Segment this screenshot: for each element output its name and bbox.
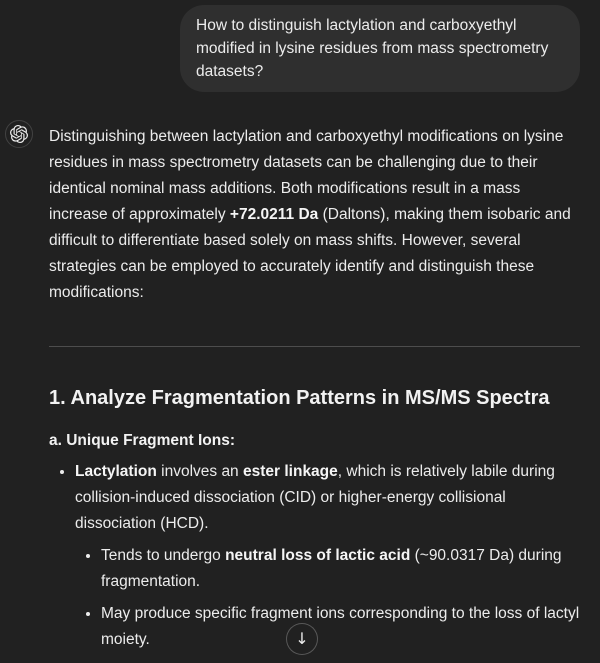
assistant-message-content: [49, 124, 580, 653]
section-heading: 1. Analyze Fragmentation Patterns in MS/MS Spectra: [49, 387, 550, 409]
fragment-ions-text: May produce specific fragment ions corresponding to the loss of lactyl moiety.: [101, 605, 580, 648]
section-subheading: a. Unique Fragment Ions:: [49, 432, 236, 449]
scroll-to-bottom-button[interactable]: [286, 623, 318, 655]
lactylation-term: Lactylation: [75, 463, 157, 480]
mass-increase-value: +72.0211 Da: [229, 206, 319, 223]
down-arrow-icon: ↓: [295, 629, 309, 648]
neutral-loss-term: neutral loss of lactic acid: [225, 547, 411, 564]
lactylation-sublist: [75, 543, 580, 653]
fragment-ions-list: [49, 459, 580, 653]
list-item-neutral-loss: [101, 543, 580, 595]
assistant-avatar: [5, 120, 33, 148]
neutral-loss-text-1: Tends to undergo: [101, 547, 226, 564]
ester-linkage-term: ester linkage: [243, 463, 338, 480]
lactylation-text-1: involves an: [156, 463, 243, 480]
user-message-text: How to distinguish lactylation and carboxyethyl modified in lysine residues from mass spectrometry datasets?: [196, 17, 549, 80]
intro-text-2: (Daltons), making them isobaric and difficult to differentiate based solely on mass shifts. However, several strategies can be employed to accurately identify and distinguish these modifications:: [49, 206, 571, 301]
intro-text-1: Distinguishing between lactylation and carboxyethyl modifications on lysine residues in mass spectrometry datasets can be challenging due to their identical nominal mass additions. Both modifications result in a mass increase of approximately: [49, 128, 564, 223]
assistant-message: [5, 120, 580, 659]
section-divider: [49, 346, 580, 347]
openai-logo-icon: [10, 125, 28, 143]
neutral-loss-text-2: (~90.0317 Da) during fragmentation.: [101, 547, 562, 590]
lactylation-text-2: , which is relatively labile during collision-induced dissociation (CID) or higher-energy collisional dissociation (HCD).: [75, 463, 555, 532]
list-item-fragment-ions: [101, 601, 580, 653]
list-item-lactylation: [75, 459, 580, 653]
intro-paragraph: [49, 124, 580, 306]
user-message-bubble: [180, 5, 580, 92]
